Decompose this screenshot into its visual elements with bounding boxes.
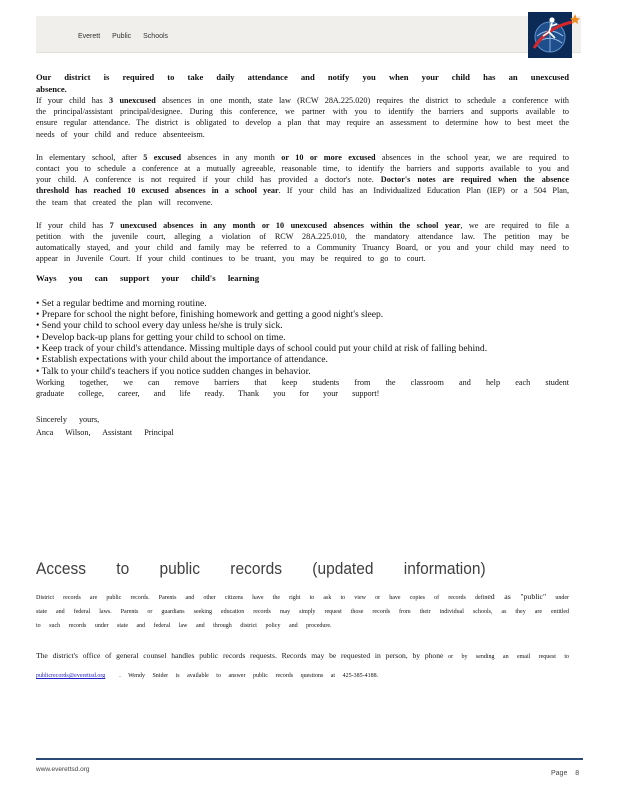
list-item: • Talk to your child's teachers if you notice sudden changes in behavior. [36,366,569,377]
records-email-link[interactable]: publicrecords@everettsd.org [36,673,106,679]
list-item: • Set a regular bedtime and morning routine. [36,298,569,309]
closing-block [36,377,569,399]
closing-paragraph: Working together, we can remove barriers that keep students from the classroom and help each student graduate college, career, and life ready. Thank you for your support! [36,377,569,399]
records-request-note: The district's office of general counsel handles public records requests. Records may be requested in person, by phone or by sending an email request to publicrecords@everettsd.org . Wendy Snider is available to answer public records questions at 425-385-4188. [36,651,569,679]
tips-list [36,298,569,377]
paragraph-unexcused-3: If your child has 3 unexcused absences in one month, state law (RCW 28A.225.020) requires the district to schedule a conference with the principal/assistant principal/designee. During this conference, we partner with you to identify the barriers and supports available to ensure regular attendance. The district is obligated to develop a plan that may require an assessment to determine how to best meet the needs of your child and reduce absenteeism. [36,96,569,139]
sign-off: Sincerely yours, [36,415,100,425]
paragraph-excused: In elementary school, after 5 excused absences in any month or 10 or more excused absences in the school year, we are required to contact you to schedule a conference at a mutually agreeable, reasonable time, to identify the barriers and supports available to you and your child. A conference is not required if your child has provided a doctor's note. Doctor's notes are required when the absence threshold has reached 10 excused absences in a school year. If your child has an Individualized Education Plan (IEP) or a 504 Plan, the team that created the plan will reconvene. [36,152,569,207]
page-number: Page 8 [551,770,580,777]
list-item: • Keep track of your child's attendance. Missing multiple days of school could put your child at risk of falling behind. [36,343,569,354]
list-item: • Develop back-up plans for getting your child to school on time. [36,332,569,343]
paragraph-unexcused-7: If your child has 7 unexcused absences in any month or 10 unexcused absences within the school year, we are required to file a petition with the juvenile court, alleging a violation of RCW 28A.225.010, the mandatory attendance law. The petition may be automatically stayed, and your child and family may be referred to a Community Truancy Board, or you and your child may need to appear in Juvenile Court. If your child continues to be truant, you may be required to go to court. [36,220,570,264]
page-header [36,16,581,53]
globe-runner-logo-icon [528,12,580,60]
list-item: • Prepare for school the night before, finishing homework and getting a good night's sleep. [36,309,569,320]
footer-divider [36,758,583,760]
public-records-section [36,560,569,685]
list-item: • Send your child to school every day unless he/she is truly sick. [36,320,569,331]
intro-statement: Our district is required to take daily attendance and notify you when your child has an unexcused absence. [36,72,569,94]
footer-website: www.everettsd.org [36,766,90,773]
records-body: District records are public records. Parents and other citizens have the right to ask to view or have copies of records defined as "public" under state and federal laws. Parents or guardians seeking education records may simply request those records from their individual schools, as they are entitled to such records under state and federal law and through district policy and procedure. [36,592,569,629]
ways-to-support-heading: Ways you can support your child's learning [36,272,260,283]
list-item: • Establish expectations with your child about the importance of attendance. [36,354,569,365]
district-name: Everett Public Schools [78,33,169,40]
signature-block [36,413,569,439]
attendance-letter [36,72,569,439]
signer-name: Anca Wilson, Assistant Principal [36,428,174,438]
records-title: Access to public records (updated information) [36,560,486,579]
